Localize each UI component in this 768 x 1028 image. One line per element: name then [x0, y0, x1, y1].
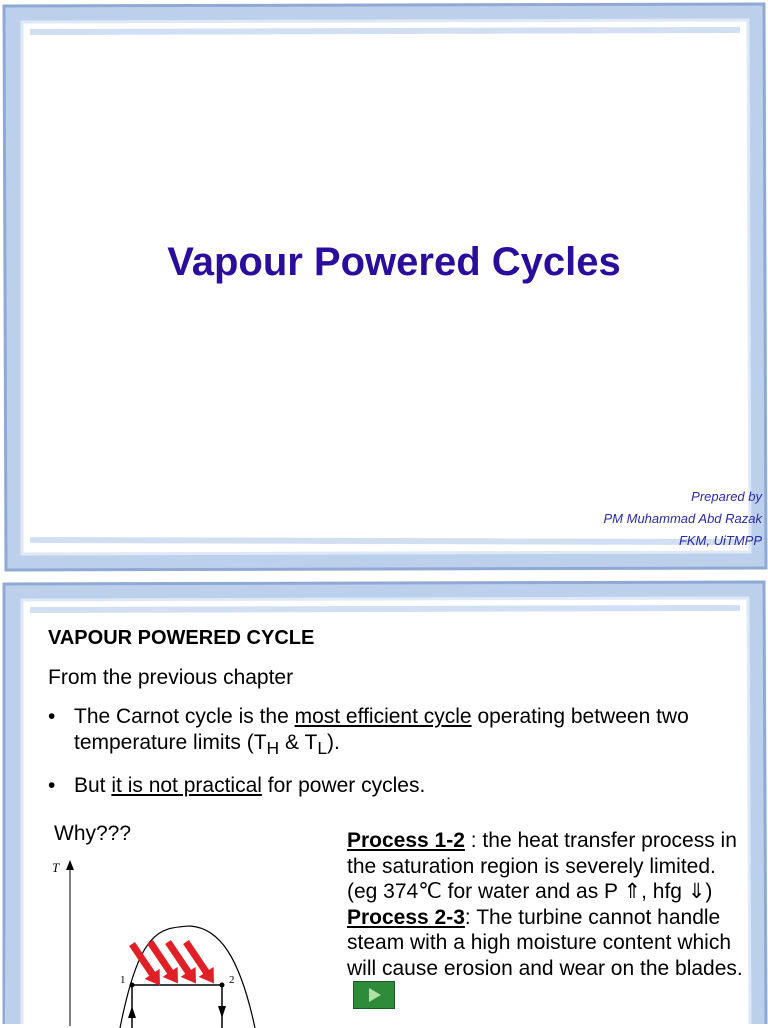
- credits-prepared-by: Prepared by: [691, 489, 762, 504]
- process-1-2-title: Process 1-2: [347, 829, 465, 852]
- underlined-phrase: it is not practical: [111, 774, 262, 798]
- content-slide: [0, 578, 768, 1024]
- ts-diagram: [40, 858, 300, 1028]
- process-2-3-text: : The turbine cannot handle steam with a high moisture content which will cause erosion and wear on the blades.: [347, 905, 743, 980]
- why-question: Why???: [54, 822, 132, 845]
- credits-block: [604, 486, 762, 552]
- process-1-2-text: : the heat transfer process in the saturation region is severely limited. (eg 374℃ for water and as P ⇑, hfg ⇓): [347, 829, 737, 903]
- bullet-list: [48, 704, 738, 811]
- process-arrow-up: [128, 1006, 136, 1018]
- state-label-2: 2: [229, 974, 235, 986]
- state-point-2: [220, 983, 225, 988]
- bullet-carnot: • The Carnot cycle is the most efficient cycle operating between two temperature limits ($T_H$ & $T_L$).: [48, 704, 738, 761]
- bullet-not-practical: • But it is not practical for power cycles.: [48, 773, 738, 799]
- intro-text: From the previous chapter: [48, 666, 294, 689]
- t-axis-label: T: [52, 860, 60, 875]
- process-2-3-title: Process 2-3: [347, 905, 465, 929]
- state-label-1: 1: [120, 974, 126, 986]
- play-button[interactable]: [353, 981, 395, 1009]
- credits-institution: FKM, UiTMPP: [678, 533, 762, 548]
- heat-input-arrows: [125, 937, 222, 991]
- state-point-1: [130, 983, 135, 988]
- process-description: [347, 828, 747, 1009]
- slide-title: Vapour Powered Cycles: [167, 240, 621, 284]
- t-axis-arrow: [66, 860, 74, 870]
- process-arrow-down: [218, 1006, 226, 1018]
- section-heading: VAPOUR POWERED CYCLE: [48, 627, 315, 649]
- underlined-phrase: most efficient cycle: [294, 705, 472, 728]
- credits-author: PM Muhammad Abd Razak: [603, 511, 762, 526]
